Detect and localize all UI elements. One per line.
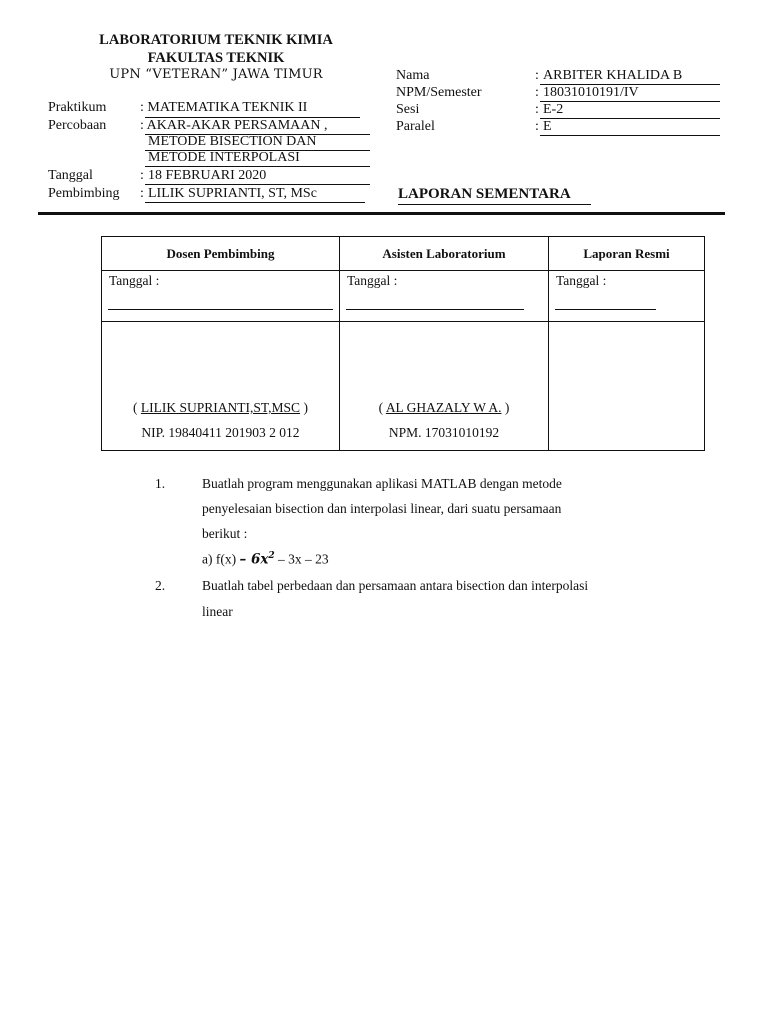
percobaan-value-1: : AKAR-AKAR PERSAMAAN , (140, 118, 328, 133)
pembimbing-underline (145, 202, 365, 203)
sesi-colon: : (535, 102, 539, 117)
question-1-line-3: berikut : (202, 526, 248, 541)
lab-name: LABORATORIUM TEKNIK KIMIA (99, 32, 333, 48)
report-title-underline (398, 204, 591, 205)
header-laporan-resmi: Laporan Resmi (549, 237, 705, 271)
resmi-date-label: Tanggal : (556, 273, 607, 288)
dosen-date-label: Tanggal : (109, 273, 160, 288)
tanggal-value: 18 FEBRUARI 2020 (148, 168, 267, 183)
npm-label: NPM/Semester (396, 85, 482, 100)
header-dosen-pembimbing: Dosen Pembimbing (102, 237, 340, 271)
dosen-signer-name: ( LILIK SUPRIANTI,ST,MSC ) (133, 400, 308, 415)
faculty-name: FAKULTAS TEKNIK (147, 50, 285, 66)
tanggal-underline (145, 184, 370, 185)
header-asisten-laboratorium: Asisten Laboratorium (340, 237, 549, 271)
question-2-line-1: Buatlah tabel perbedaan dan persamaan antara bisection dan interpolasi (202, 578, 589, 593)
university-name: UPN “VETERAN” JAWA TIMUR (109, 67, 323, 82)
question-1-equation: a) $f(x) - 6x^2 - 3x - 23$ (202, 551, 329, 568)
npm-underline (540, 101, 720, 102)
question-1-line-2: penyelesaian bisection dan interpolasi linear, dari suatu persamaan (202, 501, 562, 516)
question-1-line-1: Buatlah program menggunakan aplikasi MATLAB dengan metode (202, 476, 562, 491)
header-divider (38, 212, 725, 215)
paralel-label: Paralel (396, 119, 435, 134)
nama-value: ARBITER KHALIDA B (543, 68, 683, 83)
question-2-number: 2. (155, 578, 166, 593)
dosen-date-line (108, 309, 333, 310)
asisten-date-label: Tanggal : (347, 273, 398, 288)
npm-colon: : (535, 85, 539, 100)
asisten-signer-name: ( AL GHAZALY W A. ) (378, 400, 510, 415)
asisten-sign-cell (340, 322, 549, 451)
asisten-date-line (346, 309, 524, 310)
paralel-underline (540, 135, 720, 136)
report-title: LAPORAN SEMENTARA (398, 186, 571, 202)
resmi-sign-cell (549, 322, 705, 451)
signature-sign-row (102, 322, 705, 451)
signature-table-header-row (102, 237, 705, 271)
question-2-line-2: linear (202, 604, 233, 619)
dosen-signer-nip: NIP. 19840411 201903 2 012 (141, 425, 300, 440)
resmi-date-line (555, 309, 656, 310)
asisten-signer-npm: NPM. 17031010192 (388, 425, 500, 440)
percobaan-label: Percobaan (48, 118, 107, 133)
percobaan-value-2: METODE BISECTION DAN (148, 134, 317, 149)
paralel-value: E (543, 119, 552, 134)
praktikum-value: : MATEMATIKA TEKNIK II (140, 100, 308, 115)
praktikum-label: Praktikum (48, 100, 107, 115)
pembimbing-label: Pembimbing (48, 186, 120, 201)
nama-colon: : (535, 68, 539, 83)
percobaan-underline-3 (145, 166, 370, 167)
sesi-label: Sesi (396, 102, 420, 117)
dosen-date-cell (102, 271, 340, 322)
resmi-date-cell (549, 271, 705, 322)
pembimbing-value: LILIK SUPRIANTI, ST, MSc (148, 186, 317, 201)
dosen-sign-cell (102, 322, 340, 451)
signature-table (101, 236, 705, 451)
pembimbing-colon: : (140, 186, 144, 201)
percobaan-value-3: METODE INTERPOLASI (148, 150, 300, 165)
paralel-colon: : (535, 119, 539, 134)
question-1-number: 1. (155, 476, 166, 491)
signature-date-row (102, 271, 705, 322)
sesi-value: E-2 (543, 102, 564, 117)
npm-value: 18031010191/IV (543, 85, 639, 100)
sesi-underline (540, 118, 720, 119)
tanggal-colon: : (140, 168, 144, 183)
tanggal-label: Tanggal (48, 168, 93, 183)
nama-label: Nama (396, 68, 430, 83)
asisten-date-cell (340, 271, 549, 322)
